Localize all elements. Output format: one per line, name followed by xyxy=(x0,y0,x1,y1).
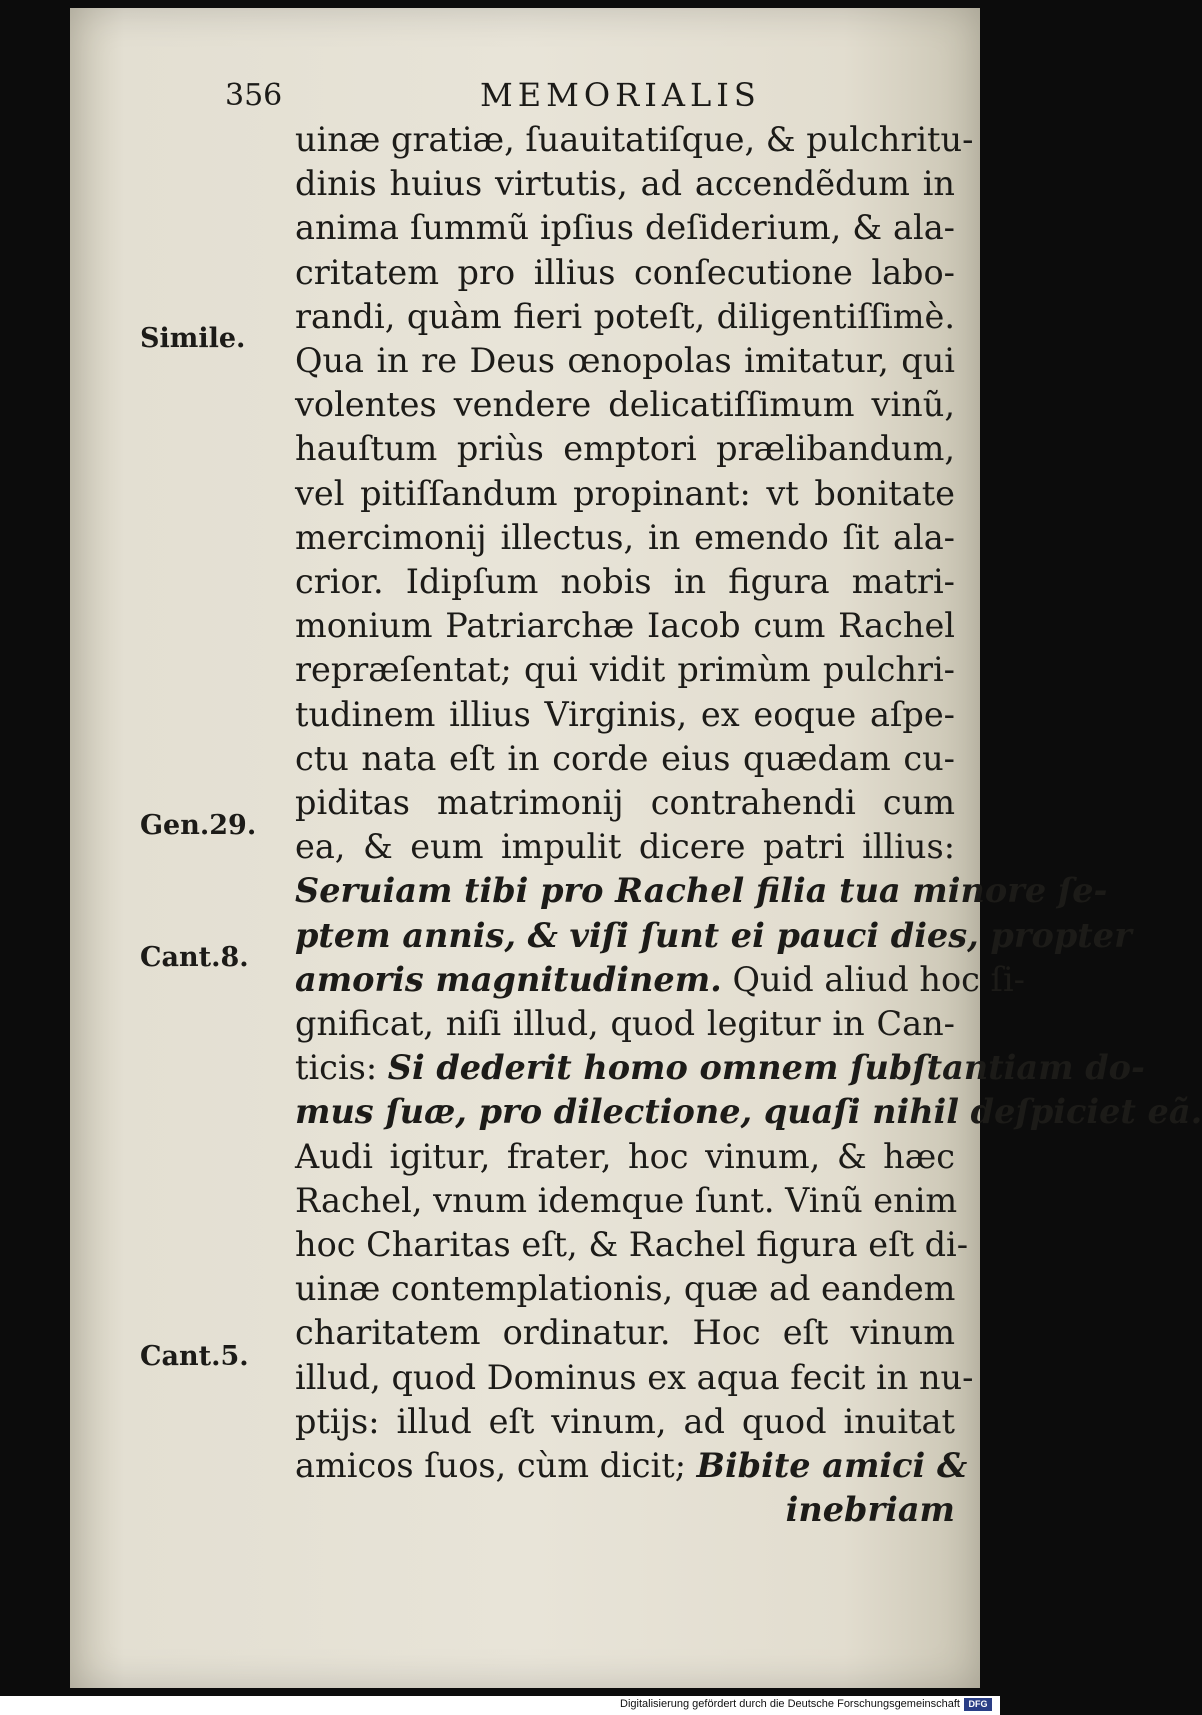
text-line: uinæ gratiæ, ſuauitatiſque, & pulchritu- xyxy=(295,120,974,159)
text-line: volentes vendere delicatiſſimum vinũ, xyxy=(295,385,955,425)
margin-note-cant-5: Cant.5. xyxy=(140,1341,249,1372)
text-line: ea, & eum impulit dicere patri illius: xyxy=(295,827,955,867)
quote-end: amoris magnitudinem. xyxy=(295,959,722,999)
quote-start: Si dederit homo omnem ſubſtantiam do- xyxy=(387,1048,1145,1088)
funding-credit: Digitalisierung gefördert durch die Deutsche Forschungsgemeinschaft xyxy=(620,1698,960,1710)
text-run: amicos ſuos, cùm dicit; xyxy=(295,1446,697,1486)
text-line: Audi igitur, frater, hoc vinum, & hæc xyxy=(295,1136,955,1176)
text-line: anima ſummũ ipſius deſiderium, & ala- xyxy=(295,208,955,248)
margin-note-simile: Simile. xyxy=(140,323,246,354)
text-line: crior. Idipſum nobis in figura matri- xyxy=(295,562,955,602)
text-run: ticis: xyxy=(295,1048,388,1088)
text-line: Rachel, vnum idemque ſunt. Vinũ enim xyxy=(295,1180,958,1220)
text-line: tudinem illius Virginis, ex eoque aſpe- xyxy=(295,694,955,734)
text-line: critatem pro illius conſecutione labo- xyxy=(295,252,955,292)
text-line-mixed xyxy=(295,1046,1145,1090)
text-line: monium Patriarchæ Iacob cum Rachel xyxy=(295,606,955,646)
catchword: inebriam xyxy=(785,1490,955,1530)
margin-note-gen: Gen.29. xyxy=(140,810,257,841)
text-line-quote: Seruiam tibi pro Rachel filia tua minore ſe- xyxy=(295,871,1108,911)
text-line-mixed xyxy=(295,958,1025,1002)
text-line: illud, quod Dominus ex aqua fecit in nu- xyxy=(295,1357,974,1397)
text-line: ptijs: illud eſt vinum, ad quod inuitat xyxy=(295,1401,955,1441)
text-line: randi, quàm fieri poteſt, diligentiſſimè. xyxy=(295,296,955,336)
text-line: piditas matrimonij contrahendi cum xyxy=(295,783,955,823)
page-number: 356 xyxy=(225,78,283,113)
text-line: gnificat, niſi illud, quod legitur in Can- xyxy=(295,1004,955,1044)
text-line: uinæ contemplationis, quæ ad eandem xyxy=(295,1269,956,1309)
margin-note-cant-8: Cant.8. xyxy=(140,942,249,973)
text-line: hoc Charitas eſt, & Rachel figura eſt di- xyxy=(295,1225,969,1265)
text-line: ctu nata eſt in corde eius quædam cu- xyxy=(295,738,955,778)
text-run: Quid aliud hoc ſi- xyxy=(721,959,1025,999)
text-line-quote: mus ſuæ, pro dilectione, quaſi nihil deſpiciet eã. xyxy=(295,1092,1202,1132)
text-line: hauſtum priùs emptori prælibandum, xyxy=(295,429,955,469)
quote-start: Bibite amici & xyxy=(696,1446,968,1486)
dfg-logo: DFG xyxy=(964,1698,992,1711)
running-head: MEMORIALIS xyxy=(480,76,761,114)
text-line-mixed xyxy=(295,1444,968,1488)
text-line: charitatem ordinatur. Hoc eſt vinum xyxy=(295,1313,955,1353)
text-line: Qua in re Deus œnopolas imitatur, qui xyxy=(295,341,955,381)
text-line: repræſentat; qui vidit primùm pulchri- xyxy=(295,650,955,690)
text-line: dinis huius virtutis, ad accendẽdum in xyxy=(295,164,955,204)
body-text xyxy=(295,118,1202,1533)
text-line: mercimonij illectus, in emendo ſit ala- xyxy=(295,517,955,557)
text-line-quote: ptem annis, & viſi ſunt ei pauci dies, propter xyxy=(295,915,1132,955)
text-line: vel pitiſſandum propinant: vt bonitate xyxy=(295,473,955,513)
